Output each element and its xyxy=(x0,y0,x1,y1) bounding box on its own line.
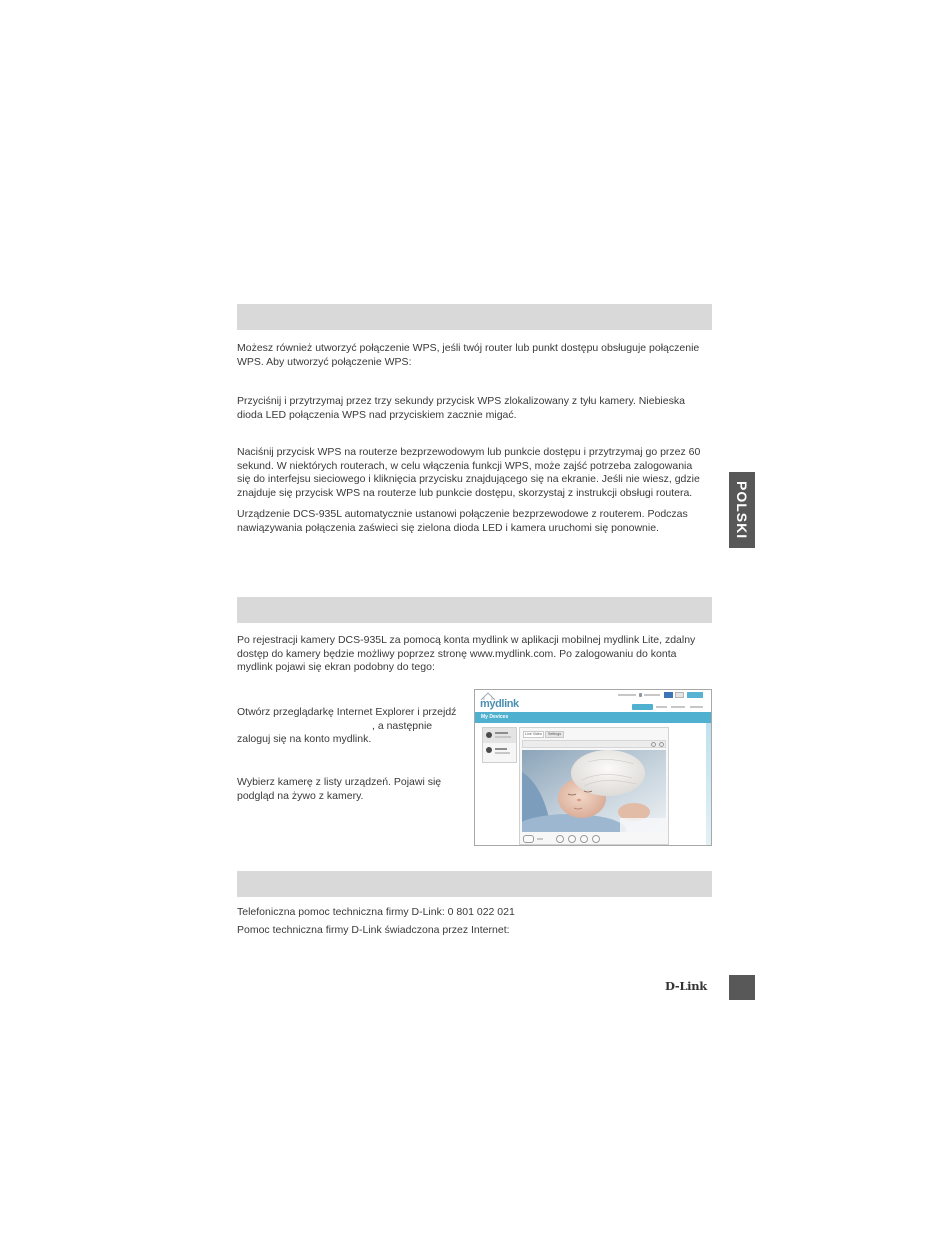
paragraph-line: Możesz również utworzyć połączenie WPS, jeśli twój router lub punkt dostępu obsługuje połączenie xyxy=(237,342,700,354)
paragraph-line: Telefoniczna pomoc techniczna firmy D-Link: 0 801 022 021 xyxy=(237,906,515,918)
paragraph-line: dioda LED połączenia WPS nad przyciskiem zacznie migać. xyxy=(237,408,517,421)
live-video-frame xyxy=(522,750,666,832)
camera-icon xyxy=(486,747,492,753)
photo-highlight xyxy=(620,818,666,832)
device-list-item xyxy=(483,728,516,743)
toolbar-icon xyxy=(659,742,664,747)
portal-title-band xyxy=(475,712,711,723)
paragraph-line: Pomoc techniczna firmy D-Link świadczona przez Internet: xyxy=(237,924,510,936)
control-separator xyxy=(537,838,543,840)
paragraph-line: nawiązywania połączenia zaświeci się zielona dioda LED i kamera uruchomi się ponownie. xyxy=(237,521,659,534)
device-name-placeholder xyxy=(495,732,508,734)
paragraph-line: Otwórz przeglądarkę Internet Explorer i przejdź xyxy=(237,706,457,718)
language-tab-label: POLSKI xyxy=(734,480,750,540)
paragraph-line: Przyciśnij i przytrzymaj przez trzy sekundy przycisk WPS zlokalizowany z tyłu kamery. Niebieska xyxy=(237,395,685,407)
paragraph-line: , a następnie xyxy=(372,719,433,732)
account-link-placeholder xyxy=(644,694,660,696)
device-list xyxy=(482,727,517,763)
nav-item-placeholder xyxy=(656,706,667,708)
device-name-placeholder xyxy=(495,748,507,750)
support-phone-line xyxy=(237,906,515,920)
paragraph-line: Po rejestracji kamery DCS-935L za pomocą konta mydlink w aplikacji mobilnej mydlink Lite, zdalny xyxy=(237,634,696,646)
paragraph-line: mydlink pojawi się ekran podobny do tego: xyxy=(237,661,435,673)
wps-step-router-paragraph xyxy=(237,446,700,500)
language-tab xyxy=(729,472,755,548)
open-browser-paragraph xyxy=(237,706,456,747)
mydlink-intro-paragraph xyxy=(237,634,695,675)
device-status-placeholder xyxy=(495,736,511,738)
tab-settings: Settings xyxy=(545,731,564,738)
page-number-box xyxy=(729,975,755,1000)
paragraph-line: dostęp do kamery będzie możliwy poprzez stronę www.mydlink.com. Po zalogowaniu do konta xyxy=(237,647,677,660)
mydlink-logo: mydlink xyxy=(480,698,519,710)
viewer-toolbar xyxy=(522,740,666,748)
support-internet-line xyxy=(237,924,510,938)
portal-right-strip xyxy=(706,723,711,845)
portal-band-title: My Devices xyxy=(481,714,509,720)
toolbar-icon xyxy=(651,742,656,747)
nav-active-button xyxy=(632,704,653,710)
camera-icon xyxy=(486,732,492,738)
user-icon xyxy=(639,693,642,697)
section-header-bar-mydlink xyxy=(237,597,712,623)
paragraph-line: się do interfejsu sieciowego i kliknięcia przycisku znajdującego się na ekranie. Jeśli nie wiesz, gdzie xyxy=(237,473,700,485)
baby-nose xyxy=(577,799,581,802)
live-view-panel xyxy=(519,727,669,845)
nav-item-placeholder xyxy=(690,706,703,708)
wps-intro-paragraph xyxy=(237,342,699,369)
device-status-placeholder xyxy=(495,752,510,754)
section-header-bar-wps xyxy=(237,304,712,330)
control-button xyxy=(580,835,588,843)
paragraph-line: Naciśnij przycisk WPS na routerze bezprzewodowym lub punkcie dostępu i przytrzymaj go przez 60 xyxy=(237,446,701,458)
tab-live-video: Live Video xyxy=(523,731,544,738)
paragraph-line: podgląd na żywo z kamery. xyxy=(237,789,364,802)
baby-photo xyxy=(522,750,666,832)
baby-hat xyxy=(571,750,645,796)
control-button xyxy=(568,835,576,843)
wps-step-camera-paragraph xyxy=(237,395,685,422)
welcome-text-placeholder xyxy=(618,694,636,696)
top-button-placeholder xyxy=(675,692,684,698)
language-flag-icon xyxy=(664,692,673,698)
paragraph-line: zaloguj się na konto mydlink. xyxy=(237,733,372,745)
nav-item-placeholder xyxy=(671,706,685,708)
wps-result-paragraph xyxy=(237,508,688,535)
section-header-bar-support xyxy=(237,871,712,897)
paragraph-line: Wybierz kamerę z listy urządzeń. Pojawi się xyxy=(237,776,442,788)
control-button xyxy=(592,835,600,843)
dlink-logo: D-Link xyxy=(665,979,707,993)
control-button xyxy=(523,835,534,843)
control-button xyxy=(556,835,564,843)
top-button-placeholder xyxy=(687,692,703,698)
mydlink-screenshot xyxy=(474,689,712,846)
paragraph-line: sekund. W niektórych routerach, w celu włączenia funkcji WPS, może zajść potrzeba zalogowania xyxy=(237,459,693,472)
paragraph-line: WPS. Aby utworzyć połączenie WPS: xyxy=(237,355,412,368)
device-list-item xyxy=(483,744,516,759)
select-camera-paragraph xyxy=(237,776,441,803)
paragraph-line: Urządzenie DCS-935L automatycznie ustanowi połączenie bezprzewodowe z routerem. Podczas xyxy=(237,508,688,520)
paragraph-line: znajduje się przycisk WPS na routerze lub punkcie dostępu, skorzystaj z instrukcji obsługi routera. xyxy=(237,486,693,499)
